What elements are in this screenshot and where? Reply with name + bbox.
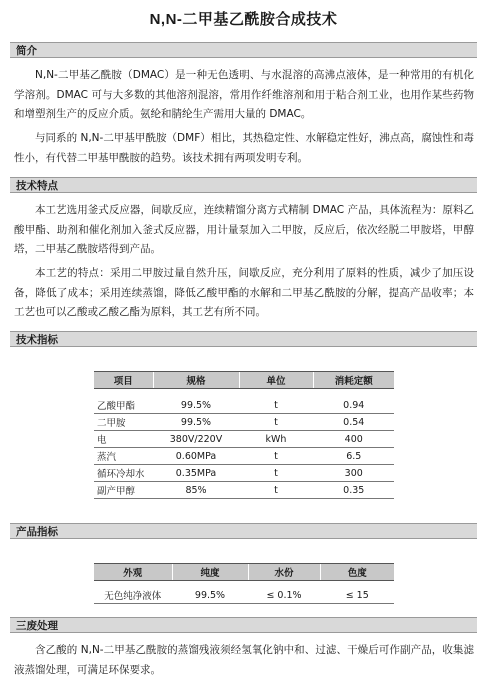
table-cell: 300 xyxy=(313,465,394,482)
product-header-cell: 色度 xyxy=(320,564,394,581)
intro-paragraph-1: N,N-二甲基乙酰胺（DMAC）是一种无色透明、与水混溶的高沸点液体，是一种常用的有机化学溶剂。DMAC 可与大多数的其他溶剂混溶，常用作纤维溶剂和用于粘合剂工业，也用作某些药物和增塑剂生产的反应介质。氨纶和腈纶生产需用大量的 DMAC。 xyxy=(14,69,474,120)
table-cell: 85% xyxy=(153,482,239,499)
product-header-cell: 纯度 xyxy=(172,564,248,581)
table-row xyxy=(94,397,394,414)
table-row xyxy=(94,448,394,465)
features-paragraph-1: 本工艺选用釜式反应器，间歇反应，连续精馏分离方式精制 DMAC 产品，具体流程为：原料乙酸甲酯、助剂和催化剂加入釜式反应器，用计量泵加入二甲胺，反应后，依次经脱二甲胺塔，甲醇塔，二甲基乙酰胺塔得到产品。 xyxy=(14,204,474,255)
product-table-header xyxy=(94,564,394,581)
table-cell: 0.35MPa xyxy=(153,465,239,482)
table-cell: 0.54 xyxy=(313,414,394,431)
table-row xyxy=(94,587,394,604)
specs-header-cell: 单位 xyxy=(239,372,313,389)
intro-paragraph-2: 与同系的 N,N-二甲基甲酰胺（DMF）相比，其热稳定性、水解稳定性好，沸点高，腐蚀性和毒性小，有代替二甲基甲酰胺的趋势。该技术拥有两项发明专利。 xyxy=(14,132,474,164)
table-row xyxy=(94,482,394,499)
table-cell: t xyxy=(239,448,313,465)
table-cell: 无色纯净液体 xyxy=(94,587,172,604)
specs-header-cell: 消耗定额 xyxy=(313,372,394,389)
table-cell: 二甲胺 xyxy=(94,414,153,431)
table-cell: 400 xyxy=(313,431,394,448)
page-title: N,N-二甲基乙酰胺合成技术 xyxy=(149,11,338,28)
spacer-cell xyxy=(94,389,394,398)
waste-paragraph-1: 含乙酸的 N,N-二甲基乙酰胺的蒸馏残液须经氢氧化钠中和、过滤、干燥后可作副产品，收集滤液蒸馏处理，可满足环保要求。 xyxy=(14,644,474,676)
table-cell: kWh xyxy=(239,431,313,448)
table-cell: 6.5 xyxy=(313,448,394,465)
product-table xyxy=(94,563,394,604)
section-heading-specs: 技术指标 xyxy=(10,331,477,347)
table-cell: t xyxy=(239,397,313,414)
table-cell: t xyxy=(239,482,313,499)
table-cell: t xyxy=(239,465,313,482)
product-header-cell: 外观 xyxy=(94,564,172,581)
table-cell: 380V/220V xyxy=(153,431,239,448)
table-spacer xyxy=(94,389,394,398)
table-cell: ≤ 0.1% xyxy=(248,587,320,604)
table-cell: t xyxy=(239,414,313,431)
table-cell: 乙酸甲酯 xyxy=(94,397,153,414)
specs-header-cell: 规格 xyxy=(153,372,239,389)
section-heading-features: 技术特点 xyxy=(10,177,477,193)
table-cell: 副产甲醇 xyxy=(94,482,153,499)
table-cell: 99.5% xyxy=(153,414,239,431)
features-paragraph-2: 本工艺的特点：采用二甲胺过量自然升压，间歇反应，充分利用了原料的性质，减少了加压设备，降低了成本；采用连续蒸馏，降低乙酸甲酯的水解和二甲基乙酰胺的分解，提高产品收率；本工艺也可以乙酸或乙酸乙酯为原料，其工艺有所不同。 xyxy=(14,267,474,318)
table-cell: 循环冷却水 xyxy=(94,465,153,482)
table-cell: 电 xyxy=(94,431,153,448)
table-cell: 99.5% xyxy=(172,587,248,604)
specs-table-header xyxy=(94,372,394,389)
section-heading-intro: 简介 xyxy=(10,42,477,58)
table-cell: 0.35 xyxy=(313,482,394,499)
table-row xyxy=(94,414,394,431)
table-cell: ≤ 15 xyxy=(320,587,394,604)
table-cell: 蒸汽 xyxy=(94,448,153,465)
table-cell: 0.94 xyxy=(313,397,394,414)
specs-table xyxy=(94,371,394,499)
table-row xyxy=(94,465,394,482)
table-cell: 0.60MPa xyxy=(153,448,239,465)
table-row xyxy=(94,431,394,448)
section-heading-waste: 三废处理 xyxy=(10,617,477,633)
specs-header-cell: 项目 xyxy=(94,372,153,389)
section-heading-product: 产品指标 xyxy=(10,523,477,539)
table-cell: 99.5% xyxy=(153,397,239,414)
product-header-cell: 水份 xyxy=(248,564,320,581)
